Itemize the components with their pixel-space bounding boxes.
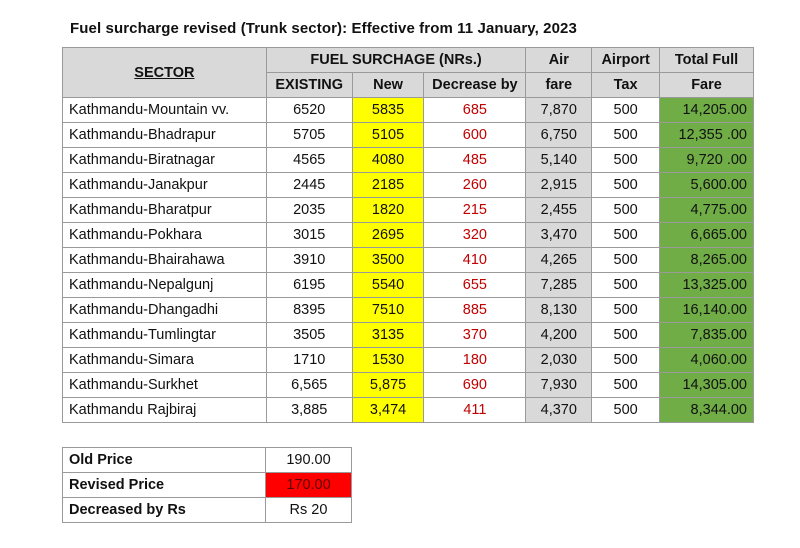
air-fare-cell: 7,870 xyxy=(526,98,592,123)
summary-label: Revised Price xyxy=(63,473,266,498)
table-row xyxy=(63,223,754,248)
col-header-decrease-by: Decrease by xyxy=(424,73,526,98)
sector-cell: Kathmandu-Mountain vv. xyxy=(63,98,267,123)
new-cell: 3,474 xyxy=(352,398,424,423)
new-cell: 2185 xyxy=(352,173,424,198)
sector-cell: Kathmandu-Tumlingtar xyxy=(63,323,267,348)
table-row xyxy=(63,273,754,298)
sector-cell: Kathmandu-Surkhet xyxy=(63,373,267,398)
decrease-cell: 215 xyxy=(424,198,526,223)
existing-cell: 3015 xyxy=(266,223,352,248)
price-summary-table xyxy=(62,447,352,523)
airport-tax-cell: 500 xyxy=(592,223,660,248)
decrease-cell: 485 xyxy=(424,148,526,173)
fare-table xyxy=(62,47,754,423)
air-fare-cell: 4,370 xyxy=(526,398,592,423)
airport-tax-cell: 500 xyxy=(592,373,660,398)
summary-row xyxy=(63,473,352,498)
decrease-cell: 690 xyxy=(424,373,526,398)
new-cell: 5,875 xyxy=(352,373,424,398)
decrease-cell: 685 xyxy=(424,98,526,123)
table-row xyxy=(63,198,754,223)
summary-value: 170.00 xyxy=(266,473,352,498)
total-fare-cell: 6,665.00 xyxy=(660,223,754,248)
sector-cell: Kathmandu Rajbiraj xyxy=(63,398,267,423)
new-cell: 2695 xyxy=(352,223,424,248)
total-fare-cell: 16,140.00 xyxy=(660,298,754,323)
existing-cell: 8395 xyxy=(266,298,352,323)
decrease-cell: 320 xyxy=(424,223,526,248)
decrease-cell: 370 xyxy=(424,323,526,348)
sector-cell: Kathmandu-Nepalgunj xyxy=(63,273,267,298)
total-fare-cell: 12,355 .00 xyxy=(660,123,754,148)
table-row xyxy=(63,373,754,398)
new-cell: 1530 xyxy=(352,348,424,373)
table-row xyxy=(63,123,754,148)
col-header-fuel-surcharge: FUEL SURCHAGE (NRs.) xyxy=(266,48,526,73)
decrease-cell: 180 xyxy=(424,348,526,373)
summary-value: 190.00 xyxy=(266,448,352,473)
page-title: Fuel surcharge revised (Trunk sector): Effective from 11 January, 2023 xyxy=(70,20,577,37)
new-cell: 7510 xyxy=(352,298,424,323)
air-fare-cell: 7,285 xyxy=(526,273,592,298)
sector-cell: Kathmandu-Pokhara xyxy=(63,223,267,248)
airport-tax-cell: 500 xyxy=(592,273,660,298)
col-header-tax: Tax xyxy=(592,73,660,98)
total-fare-cell: 7,835.00 xyxy=(660,323,754,348)
air-fare-cell: 4,200 xyxy=(526,323,592,348)
decrease-cell: 885 xyxy=(424,298,526,323)
table-row xyxy=(63,348,754,373)
total-fare-cell: 14,205.00 xyxy=(660,98,754,123)
air-fare-cell: 5,140 xyxy=(526,148,592,173)
total-fare-cell: 5,600.00 xyxy=(660,173,754,198)
new-cell: 1820 xyxy=(352,198,424,223)
summary-row xyxy=(63,498,352,523)
summary-label: Old Price xyxy=(63,448,266,473)
table-row xyxy=(63,98,754,123)
airport-tax-cell: 500 xyxy=(592,148,660,173)
table-row xyxy=(63,398,754,423)
total-fare-cell: 8,344.00 xyxy=(660,398,754,423)
air-fare-cell: 6,750 xyxy=(526,123,592,148)
air-fare-cell: 2,915 xyxy=(526,173,592,198)
existing-cell: 4565 xyxy=(266,148,352,173)
decrease-cell: 411 xyxy=(424,398,526,423)
decrease-cell: 600 xyxy=(424,123,526,148)
existing-cell: 3,885 xyxy=(266,398,352,423)
col-header-new: New xyxy=(352,73,424,98)
col-header-airport: Airport xyxy=(592,48,660,73)
existing-cell: 3910 xyxy=(266,248,352,273)
total-fare-cell: 8,265.00 xyxy=(660,248,754,273)
col-header-total-fare: Fare xyxy=(660,73,754,98)
air-fare-cell: 7,930 xyxy=(526,373,592,398)
air-fare-cell: 2,455 xyxy=(526,198,592,223)
existing-cell: 3505 xyxy=(266,323,352,348)
table-row xyxy=(63,173,754,198)
total-fare-cell: 13,325.00 xyxy=(660,273,754,298)
existing-cell: 1710 xyxy=(266,348,352,373)
total-fare-cell: 4,775.00 xyxy=(660,198,754,223)
decrease-cell: 655 xyxy=(424,273,526,298)
airport-tax-cell: 500 xyxy=(592,198,660,223)
table-row xyxy=(63,323,754,348)
total-fare-cell: 9,720 .00 xyxy=(660,148,754,173)
air-fare-cell: 4,265 xyxy=(526,248,592,273)
table-row xyxy=(63,148,754,173)
airport-tax-cell: 500 xyxy=(592,323,660,348)
new-cell: 3135 xyxy=(352,323,424,348)
sector-cell: Kathmandu-Dhangadhi xyxy=(63,298,267,323)
airport-tax-cell: 500 xyxy=(592,123,660,148)
total-fare-cell: 14,305.00 xyxy=(660,373,754,398)
new-cell: 5835 xyxy=(352,98,424,123)
col-header-total-full: Total Full xyxy=(660,48,754,73)
new-cell: 5540 xyxy=(352,273,424,298)
decrease-cell: 260 xyxy=(424,173,526,198)
col-header-air: Air xyxy=(526,48,592,73)
airport-tax-cell: 500 xyxy=(592,98,660,123)
sector-cell: Kathmandu-Bhadrapur xyxy=(63,123,267,148)
summary-row xyxy=(63,448,352,473)
airport-tax-cell: 500 xyxy=(592,348,660,373)
col-header-fare: fare xyxy=(526,73,592,98)
sector-cell: Kathmandu-Janakpur xyxy=(63,173,267,198)
airport-tax-cell: 500 xyxy=(592,298,660,323)
air-fare-cell: 8,130 xyxy=(526,298,592,323)
existing-cell: 6,565 xyxy=(266,373,352,398)
summary-label: Decreased by Rs xyxy=(63,498,266,523)
sector-cell: Kathmandu-Bharatpur xyxy=(63,198,267,223)
existing-cell: 2035 xyxy=(266,198,352,223)
new-cell: 5105 xyxy=(352,123,424,148)
existing-cell: 6520 xyxy=(266,98,352,123)
col-header-sector: SECTOR xyxy=(63,48,267,98)
existing-cell: 6195 xyxy=(266,273,352,298)
sector-cell: Kathmandu-Biratnagar xyxy=(63,148,267,173)
sector-cell: Kathmandu-Simara xyxy=(63,348,267,373)
airport-tax-cell: 500 xyxy=(592,173,660,198)
air-fare-cell: 2,030 xyxy=(526,348,592,373)
new-cell: 3500 xyxy=(352,248,424,273)
existing-cell: 5705 xyxy=(266,123,352,148)
existing-cell: 2445 xyxy=(266,173,352,198)
air-fare-cell: 3,470 xyxy=(526,223,592,248)
table-row xyxy=(63,298,754,323)
sector-cell: Kathmandu-Bhairahawa xyxy=(63,248,267,273)
col-header-existing: EXISTING xyxy=(266,73,352,98)
airport-tax-cell: 500 xyxy=(592,248,660,273)
header-row-1 xyxy=(63,48,754,73)
table-row xyxy=(63,248,754,273)
new-cell: 4080 xyxy=(352,148,424,173)
decrease-cell: 410 xyxy=(424,248,526,273)
summary-value: Rs 20 xyxy=(266,498,352,523)
total-fare-cell: 4,060.00 xyxy=(660,348,754,373)
airport-tax-cell: 500 xyxy=(592,398,660,423)
